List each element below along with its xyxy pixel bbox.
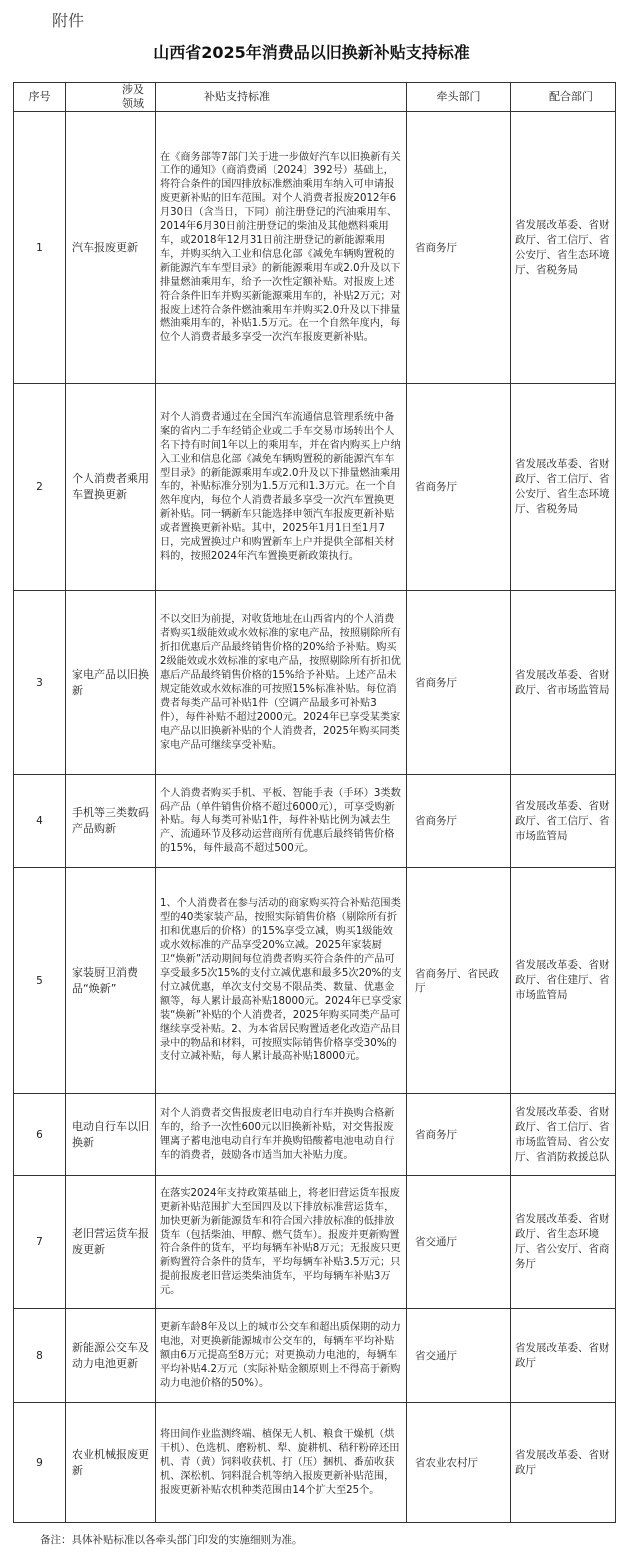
- row-standard: 1、个人消费者在参与活动的商家购买符合补贴范围类型的40类家装产品，按照实际销售价格（剔除所有折扣和优惠后的价格）的15%享受立减，购买1级能效或水效标准的产品享受20%立减。2025年家装厨卫“焕新”活动期间每位消费者购买符合条件的产品可享受最多5次15%的支付立减优惠和最多5次20%的支付立减优惠，单次支付交易不限品类、数量、优惠金额等，每人累计最高补贴18000元。2024年已享受家装“焕新”补贴的个人消费者，2025年购买同类产品可继续享受补贴。2、为本省居民购置适老化改造产品目录中的物品和材料，可按照实际销售价格享受30%的支付立减补贴，每人累计最高补贴18000元。: [156, 868, 407, 1094]
- row-coop: 省发展改革委、省财政厅: [511, 1309, 616, 1403]
- row-area: 农业机械报废更新: [66, 1403, 156, 1523]
- row-lead: 省商务厅: [407, 112, 511, 384]
- row-coop: 省发展改革委、省财政厅: [511, 1403, 616, 1523]
- row-area: 汽车报废更新: [66, 112, 156, 384]
- row-no: 3: [14, 591, 66, 775]
- row-standard: 对个人消费者通过在全国汽车流通信息管理系统中备案的省内二手车经销企业或二手车交易市场转出个人名下持有时间1年以上的乘用车，并在省内购买上户纳入工业和信息化部《减免车辆购置税的新能源汽车车型目录》的新能源乘用车或2.0升及以下排量燃油乘用车的，补贴标准分别为1.5万元和1.3万元。在一个自然年度内，每位个人消费者最多享受一次汽车置换更新补贴。同一辆新车只能选择申领汽车报废更新补贴或者置换更新补贴。其中，2025年1月1日至1月7日，完成置换过户和购置新车上户并提供全部相关材料的，按照2024年汽车置换更新政策执行。: [156, 384, 407, 591]
- row-lead: 省商务厅: [407, 1094, 511, 1176]
- table-row: [14, 1094, 616, 1176]
- row-area: 家电产品以旧换新: [66, 591, 156, 775]
- row-lead: 省交通厅: [407, 1176, 511, 1309]
- row-area: 电动自行车以旧换新: [66, 1094, 156, 1176]
- row-area: 老旧营运货车报废更新: [66, 1176, 156, 1309]
- row-standard: 对个人消费者交售报废老旧电动自行车并换购合格新车的，给予一次性600元以旧换新补贴，对交售报废锂离子蓄电池电动自行车并换购铅酸蓄电池电动自行车的消费者，鼓励各市适当加大补贴力度。: [156, 1094, 407, 1176]
- table-row: [14, 1309, 616, 1403]
- row-coop: 省发展改革委、省财政厅、省工信厅、省市场监管局、省公安厅、省消防救援总队: [511, 1094, 616, 1176]
- row-lead: 省商务厅: [407, 591, 511, 775]
- table-row: [14, 112, 616, 384]
- row-no: 4: [14, 775, 66, 868]
- row-lead: 省商务厅、省民政厅: [407, 868, 511, 1094]
- row-lead: 省商务厅: [407, 775, 511, 868]
- row-no: 2: [14, 384, 66, 591]
- table-row: [14, 384, 616, 591]
- header-lead: 牵头部门: [407, 83, 511, 112]
- header-area: 涉及领域: [66, 83, 156, 112]
- document-title: 山西省2025年消费品以旧换新补贴支持标准: [153, 43, 470, 62]
- row-standard: 将田间作业监测终端、植保无人机、粮食干燥机（烘干机）、色选机、磨粉机、犁、旋耕机、秸秆粉碎还田机、青（黄）饲料收获机、打（压）捆机、番茄收获机、深松机、饲料混合机等纳入报废更新补贴范围，报废更新补贴农机种类范围由14个扩大至25个。: [156, 1403, 407, 1523]
- row-standard: 在落实2024年支持政策基础上，将老旧营运货车报废更新补贴范围扩大至国四及以下排放标准营运货车，加快更新为新能源货车和符合国六排放标准的低排放货车（包括柴油、甲醇、燃气货车）。报废并更新购置符合条件的货车，平均每辆车补贴8万元；无报废只更新购置符合条件的货车，平均每辆车补贴3.5万元；只提前报废老旧营运类柴油货车，平均每辆车补贴3万元。: [156, 1176, 407, 1309]
- row-no: 1: [14, 112, 66, 384]
- subsidy-standards-table: [13, 82, 616, 1523]
- table-row: [14, 775, 616, 868]
- table-row: [14, 1403, 616, 1523]
- row-standard: 在《商务部等7部门关于进一步做好汽车以旧换新有关工作的通知》（商消费函〔2024〕392号）基础上，将符合条件的国四排放标准燃油乘用车纳入可申请报废更新补贴的旧车范围。对个人消费者报废2012年6月30日（含当日，下同）前注册登记的汽油乘用车、2014年6月30日前注册登记的柴油及其他燃料乘用车，或2018年12月31日前注册登记的新能源乘用车，并购买纳入工业和信息化部《减免车辆购置税的新能源汽车车型目录》的新能源乘用车或2.0升及以下排量燃油乘用车，给予一次性定额补贴。对报废上述符合条件旧车并购买新能源乘用车的，补贴2万元；对报废上述符合条件燃油乘用车并购买2.0升及以下排量燃油乘用车的，补贴1.5万元。在一个自然年度内，每位个人消费者最多享受一次汽车报废更新补贴。: [156, 112, 407, 384]
- table-row: [14, 1176, 616, 1309]
- row-lead: 省农业农村厅: [407, 1403, 511, 1523]
- row-coop: 省发展改革委、省财政厅、省工信厅、省公安厅、省生态环境厅、省税务局: [511, 384, 616, 591]
- row-lead: 省商务厅: [407, 384, 511, 591]
- header-standard: 补贴支持标准: [156, 83, 407, 112]
- row-area: 新能源公交车及动力电池更新: [66, 1309, 156, 1403]
- row-coop: 省发展改革委、省财政厅、省工信厅、省公安厅、省生态环境厅、省税务局: [511, 112, 616, 384]
- attachment-label: 附件: [52, 11, 85, 30]
- row-standard: 更新车龄8年及以上的城市公交车和超出质保期的动力电池，对更换新能源城市公交车的，每辆车平均补贴额由6万元提高至8万元；对更换动力电池的，每辆车平均补贴4.2万元（实际补贴金额原则上不得高于新购动力电池价格的50%）。: [156, 1309, 407, 1403]
- row-coop: 省发展改革委、省财政厅、省市场监管局: [511, 591, 616, 775]
- row-standard: 不以交旧为前提，对收货地址在山西省内的个人消费者购买1级能效或水效标准的家电产品，按照剔除所有折扣优惠后产品最终销售价格的20%给予补贴。购买2级能效或水效标准的家电产品，按照剔除所有折扣优惠后产品最终销售价格的15%给予补贴。上述产品未规定能效或水效标准的可按照15%标准补贴。每位消费者每类产品可补贴1件（空调产品最多可补贴3件），每件补贴不超过2000元。2024年已享受某类家电产品以旧换新补贴的个人消费者，2025年购买同类家电产品可继续享受补贴。: [156, 591, 407, 775]
- row-no: 5: [14, 868, 66, 1094]
- row-coop: 省发展改革委、省财政厅、省工信厅、省市场监管局: [511, 775, 616, 868]
- table-row: [14, 591, 616, 775]
- table-row: [14, 868, 616, 1094]
- row-coop: 省发展改革委、省财政厅、省住建厅、省市场监管局: [511, 868, 616, 1094]
- table-header-row: [14, 83, 616, 112]
- footnote: 备注：具体补贴标准以各牵头部门印发的实施细则为准。: [40, 1534, 303, 1546]
- row-lead: 省交通厅: [407, 1309, 511, 1403]
- row-no: 6: [14, 1094, 66, 1176]
- header-no: 序号: [14, 83, 66, 112]
- row-coop: 省发展改革委、省财政厅、省生态环境厅、省公安厅、省商务厅: [511, 1176, 616, 1309]
- row-no: 9: [14, 1403, 66, 1523]
- row-area: 手机等三类数码产品购新: [66, 775, 156, 868]
- row-no: 8: [14, 1309, 66, 1403]
- row-area: 家装厨卫消费品“焕新”: [66, 868, 156, 1094]
- header-coop: 配合部门: [511, 83, 616, 112]
- row-no: 7: [14, 1176, 66, 1309]
- row-area: 个人消费者乘用车置换更新: [66, 384, 156, 591]
- row-standard: 个人消费者购买手机、平板、智能手表（手环）3类数码产品（单件销售价格不超过6000元），可享受购新补贴。每人每类可补贴1件，每件补贴比例为减去生产、流通环节及移动运营商所有优惠后最终销售价格的15%，每件最高不超过500元。: [156, 775, 407, 868]
